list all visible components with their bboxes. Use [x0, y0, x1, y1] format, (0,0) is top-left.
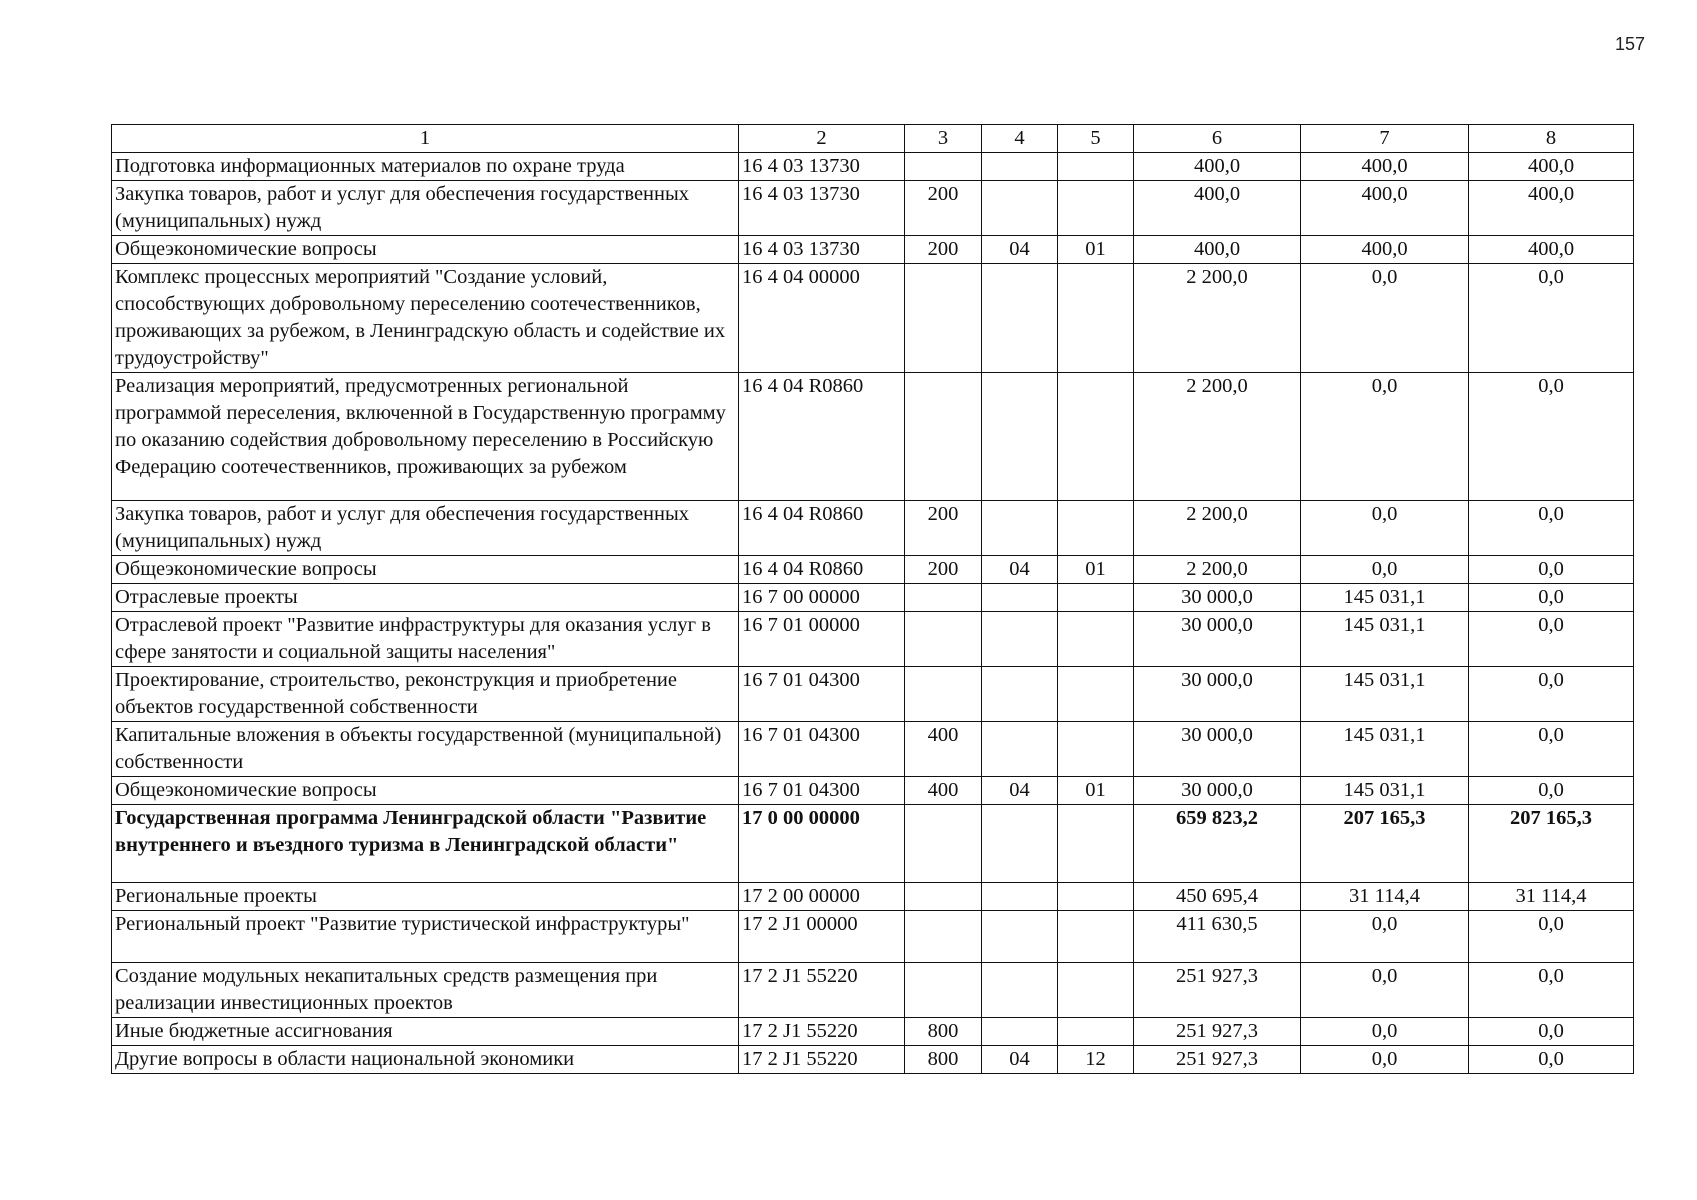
row-code: 16 4 03 13730 — [739, 236, 905, 264]
row-value-col6: 400,0 — [1134, 236, 1301, 264]
row-value-col6: 2 200,0 — [1134, 501, 1301, 556]
row-value-col8: 0,0 — [1469, 501, 1634, 556]
row-col4 — [982, 805, 1058, 883]
table-row — [112, 883, 1634, 911]
row-code: 16 4 04 R0860 — [739, 501, 905, 556]
row-col3: 800 — [905, 1046, 982, 1074]
row-value-col7: 145 031,1 — [1301, 584, 1469, 612]
row-col4 — [982, 501, 1058, 556]
row-value-col8: 0,0 — [1469, 777, 1634, 805]
row-col3 — [905, 264, 982, 373]
table-row — [112, 1046, 1634, 1074]
row-value-col6: 30 000,0 — [1134, 722, 1301, 777]
row-col3 — [905, 373, 982, 501]
row-value-col6: 251 927,3 — [1134, 1046, 1301, 1074]
row-code: 16 4 03 13730 — [739, 153, 905, 181]
page-number: 157 — [1614, 34, 1645, 54]
row-code: 17 2 J1 55220 — [739, 1046, 905, 1074]
row-name: Отраслевой проект "Развитие инфраструктуры для оказания услуг в сфере занятости и социальной защиты населения" — [112, 612, 739, 667]
row-name: Государственная программа Ленинградской области "Развитие внутреннего и въездного туризма в Ленинградской области" — [112, 805, 739, 883]
table-row — [112, 612, 1634, 667]
row-value-col7: 0,0 — [1301, 556, 1469, 584]
row-name: Общеэкономические вопросы — [112, 777, 739, 805]
table-row — [112, 264, 1634, 373]
row-col5 — [1058, 667, 1134, 722]
row-col5 — [1058, 805, 1134, 883]
row-name: Другие вопросы в области национальной экономики — [112, 1046, 739, 1074]
row-col5 — [1058, 722, 1134, 777]
row-col4 — [982, 1018, 1058, 1046]
row-col3 — [905, 911, 982, 963]
column-header: 1 — [112, 125, 739, 153]
row-value-col6: 30 000,0 — [1134, 584, 1301, 612]
row-col3: 400 — [905, 722, 982, 777]
row-col4 — [982, 911, 1058, 963]
row-col5: 01 — [1058, 236, 1134, 264]
table-row — [112, 556, 1634, 584]
row-value-col6: 411 630,5 — [1134, 911, 1301, 963]
row-col5 — [1058, 181, 1134, 236]
table-row — [112, 667, 1634, 722]
row-value-col7: 0,0 — [1301, 963, 1469, 1018]
row-value-col8: 0,0 — [1469, 667, 1634, 722]
row-value-col7: 400,0 — [1301, 181, 1469, 236]
row-col3 — [905, 667, 982, 722]
row-col3 — [905, 153, 982, 181]
row-value-col6: 659 823,2 — [1134, 805, 1301, 883]
row-col5 — [1058, 264, 1134, 373]
row-value-col7: 0,0 — [1301, 1046, 1469, 1074]
row-value-col8: 0,0 — [1469, 612, 1634, 667]
row-value-col7: 0,0 — [1301, 1018, 1469, 1046]
column-header: 2 — [739, 125, 905, 153]
row-col5 — [1058, 883, 1134, 911]
row-code: 16 4 04 R0860 — [739, 373, 905, 501]
row-value-col7: 145 031,1 — [1301, 667, 1469, 722]
row-value-col7: 400,0 — [1301, 153, 1469, 181]
row-code: 16 7 01 04300 — [739, 722, 905, 777]
row-value-col8: 0,0 — [1469, 1046, 1634, 1074]
table-row — [112, 722, 1634, 777]
row-name: Общеэкономические вопросы — [112, 236, 739, 264]
table-row — [112, 911, 1634, 963]
table-row — [112, 181, 1634, 236]
row-value-col6: 2 200,0 — [1134, 556, 1301, 584]
row-col5 — [1058, 963, 1134, 1018]
table-header-row — [112, 125, 1634, 153]
row-value-col6: 251 927,3 — [1134, 1018, 1301, 1046]
row-value-col6: 450 695,4 — [1134, 883, 1301, 911]
row-col3: 200 — [905, 236, 982, 264]
row-col5: 01 — [1058, 556, 1134, 584]
row-value-col8: 207 165,3 — [1469, 805, 1634, 883]
row-value-col7: 400,0 — [1301, 236, 1469, 264]
row-col4 — [982, 181, 1058, 236]
column-header: 4 — [982, 125, 1058, 153]
table-row — [112, 963, 1634, 1018]
row-code: 16 7 00 00000 — [739, 584, 905, 612]
table-row — [112, 584, 1634, 612]
row-value-col6: 2 200,0 — [1134, 264, 1301, 373]
row-col5: 01 — [1058, 777, 1134, 805]
row-value-col8: 400,0 — [1469, 236, 1634, 264]
row-value-col8: 0,0 — [1469, 373, 1634, 501]
row-name: Проектирование, строительство, реконструкция и приобретение объектов государственной собственности — [112, 667, 739, 722]
row-value-col6: 251 927,3 — [1134, 963, 1301, 1018]
row-code: 16 4 04 R0860 — [739, 556, 905, 584]
row-col3 — [905, 612, 982, 667]
row-name: Создание модульных некапитальных средств размещения при реализации инвестиционных проектов — [112, 963, 739, 1018]
row-code: 17 2 J1 55220 — [739, 963, 905, 1018]
row-value-col8: 400,0 — [1469, 181, 1634, 236]
row-col5 — [1058, 911, 1134, 963]
column-header: 5 — [1058, 125, 1134, 153]
row-value-col6: 2 200,0 — [1134, 373, 1301, 501]
row-value-col7: 0,0 — [1301, 264, 1469, 373]
row-value-col6: 30 000,0 — [1134, 777, 1301, 805]
row-value-col8: 0,0 — [1469, 911, 1634, 963]
row-value-col8: 31 114,4 — [1469, 883, 1634, 911]
row-value-col7: 145 031,1 — [1301, 612, 1469, 667]
row-code: 17 2 00 00000 — [739, 883, 905, 911]
row-col4 — [982, 612, 1058, 667]
row-col4: 04 — [982, 777, 1058, 805]
row-col4: 04 — [982, 556, 1058, 584]
row-col3: 200 — [905, 501, 982, 556]
column-header: 3 — [905, 125, 982, 153]
row-value-col8: 0,0 — [1469, 722, 1634, 777]
table-row — [112, 153, 1634, 181]
row-value-col6: 30 000,0 — [1134, 667, 1301, 722]
row-value-col7: 0,0 — [1301, 373, 1469, 501]
row-name: Реализация мероприятий, предусмотренных региональной программой переселения, включенной в Государственную программу по оказанию содействия добровольному переселению в Российскую Федерацию соотечественников, проживающих за рубежом — [112, 373, 739, 501]
row-col4 — [982, 667, 1058, 722]
table-row — [112, 777, 1634, 805]
row-value-col7: 207 165,3 — [1301, 805, 1469, 883]
row-col3 — [905, 883, 982, 911]
table-row — [112, 501, 1634, 556]
row-col3: 200 — [905, 181, 982, 236]
row-name: Отраслевые проекты — [112, 584, 739, 612]
table-row — [112, 1018, 1634, 1046]
row-code: 17 2 J1 55220 — [739, 1018, 905, 1046]
row-col3: 400 — [905, 777, 982, 805]
row-col5 — [1058, 373, 1134, 501]
row-col4 — [982, 373, 1058, 501]
budget-table — [111, 124, 1634, 1074]
row-col4: 04 — [982, 236, 1058, 264]
row-value-col7: 0,0 — [1301, 501, 1469, 556]
row-value-col8: 0,0 — [1469, 1018, 1634, 1046]
row-name: Общеэкономические вопросы — [112, 556, 739, 584]
row-name: Региональный проект "Развитие туристической инфраструктуры" — [112, 911, 739, 963]
row-value-col6: 30 000,0 — [1134, 612, 1301, 667]
row-col4 — [982, 153, 1058, 181]
row-col5: 12 — [1058, 1046, 1134, 1074]
table-row — [112, 236, 1634, 264]
row-col4 — [982, 883, 1058, 911]
row-col5 — [1058, 612, 1134, 667]
row-col4 — [982, 584, 1058, 612]
row-value-col7: 145 031,1 — [1301, 777, 1469, 805]
row-col5 — [1058, 501, 1134, 556]
column-header: 8 — [1469, 125, 1634, 153]
row-code: 16 4 04 00000 — [739, 264, 905, 373]
row-name: Иные бюджетные ассигнования — [112, 1018, 739, 1046]
row-col3: 200 — [905, 556, 982, 584]
row-value-col8: 400,0 — [1469, 153, 1634, 181]
row-col3 — [905, 584, 982, 612]
row-value-col7: 0,0 — [1301, 911, 1469, 963]
row-value-col8: 0,0 — [1469, 264, 1634, 373]
row-value-col7: 31 114,4 — [1301, 883, 1469, 911]
row-col5 — [1058, 584, 1134, 612]
table-row — [112, 805, 1634, 883]
row-name: Капитальные вложения в объекты государственной (муниципальной) собственности — [112, 722, 739, 777]
row-col4: 04 — [982, 1046, 1058, 1074]
row-code: 16 4 03 13730 — [739, 181, 905, 236]
row-value-col8: 0,0 — [1469, 584, 1634, 612]
row-col5 — [1058, 153, 1134, 181]
row-name: Комплекс процессных мероприятий "Создание условий, способствующих добровольному переселению соотечественников, проживающих за рубежом, в Ленинградскую область и содействие их трудоустройству" — [112, 264, 739, 373]
row-name: Региональные проекты — [112, 883, 739, 911]
row-value-col7: 145 031,1 — [1301, 722, 1469, 777]
row-name: Закупка товаров, работ и услуг для обеспечения государственных (муниципальных) нужд — [112, 181, 739, 236]
column-header: 7 — [1301, 125, 1469, 153]
row-name: Закупка товаров, работ и услуг для обеспечения государственных (муниципальных) нужд — [112, 501, 739, 556]
row-col3: 800 — [905, 1018, 982, 1046]
row-value-col8: 0,0 — [1469, 556, 1634, 584]
row-code: 17 2 J1 00000 — [739, 911, 905, 963]
row-col4 — [982, 264, 1058, 373]
row-col3 — [905, 805, 982, 883]
table-row — [112, 373, 1634, 501]
row-code: 16 7 01 00000 — [739, 612, 905, 667]
row-col5 — [1058, 1018, 1134, 1046]
row-code: 17 0 00 00000 — [739, 805, 905, 883]
row-col3 — [905, 963, 982, 1018]
column-header: 6 — [1134, 125, 1301, 153]
row-code: 16 7 01 04300 — [739, 667, 905, 722]
row-value-col6: 400,0 — [1134, 153, 1301, 181]
row-name: Подготовка информационных материалов по охране труда — [112, 153, 739, 181]
row-col4 — [982, 963, 1058, 1018]
row-value-col6: 400,0 — [1134, 181, 1301, 236]
row-col4 — [982, 722, 1058, 777]
row-value-col8: 0,0 — [1469, 963, 1634, 1018]
row-code: 16 7 01 04300 — [739, 777, 905, 805]
